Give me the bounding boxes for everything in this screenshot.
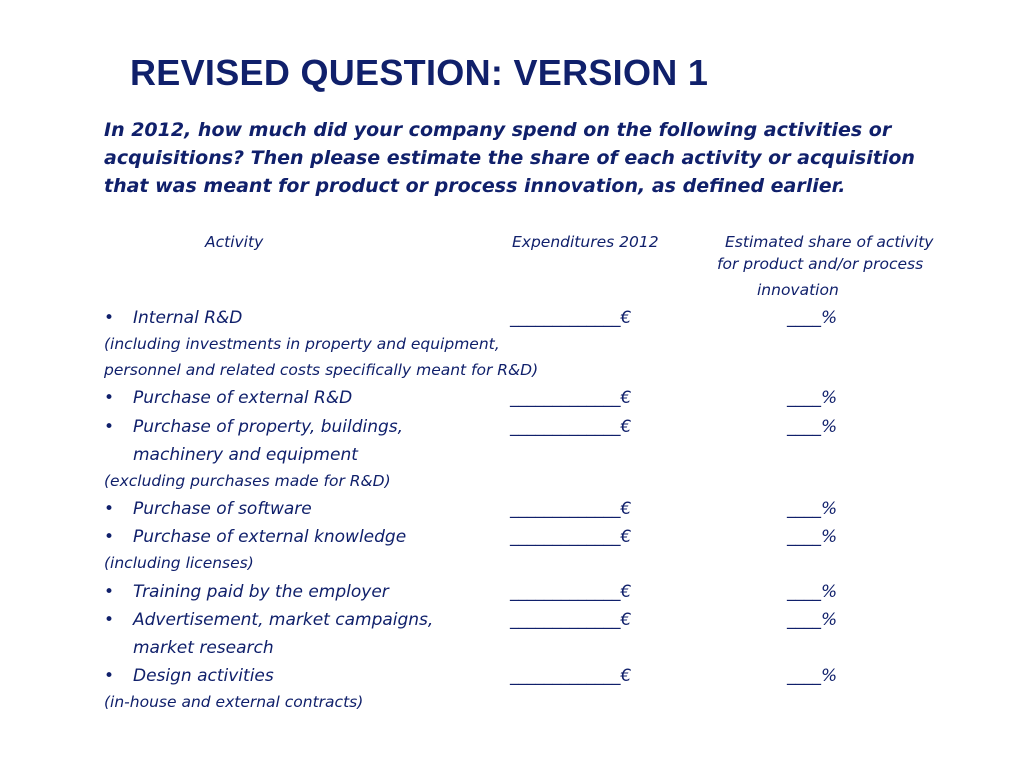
bullet: • — [104, 582, 115, 602]
note-knowledge: (including licenses) — [104, 554, 254, 572]
note-property: (excluding purchases made for R&D) — [104, 472, 391, 490]
bullet: • — [104, 308, 115, 328]
question-intro: In 2012, how much did your company spend on the following activities or acquisitions? Then please estimate the share of each activity or acquisition that was meant for product or process innovation, as defined earlier. — [104, 119, 915, 197]
expenditure-blank-property: _____________€ — [510, 417, 632, 437]
expenditure-blank-design: _____________€ — [510, 666, 632, 686]
bullet: • — [104, 527, 115, 547]
share-blank-knowledge: ____% — [787, 527, 838, 547]
item-design: Design activities — [133, 666, 274, 686]
expenditure-blank-internal-rd: _____________€ — [510, 308, 632, 328]
item-property: Purchase of property, buildings, — [133, 417, 404, 437]
header-share-line1: Estimated share of activity — [725, 233, 934, 251]
share-blank-external-rd: ____% — [787, 388, 838, 408]
share-blank-internal-rd: ____% — [787, 308, 838, 328]
header-expenditures: Expenditures 2012 — [512, 233, 659, 251]
item-property-cont: machinery and equipment — [133, 445, 358, 465]
bullet: • — [104, 499, 115, 519]
expenditure-blank-training: _____________€ — [510, 582, 632, 602]
item-advertisement-cont: market research — [133, 638, 274, 658]
bullet: • — [104, 666, 115, 686]
share-blank-software: ____% — [787, 499, 838, 519]
item-internal-rd: Internal R&D — [133, 308, 243, 328]
expenditure-blank-software: _____________€ — [510, 499, 632, 519]
slide-title: REVISED QUESTION: VERSION 1 — [130, 52, 709, 93]
item-external-rd: Purchase of external R&D — [133, 388, 353, 408]
note-design: (in-house and external contracts) — [104, 693, 364, 711]
share-blank-advertisement: ____% — [787, 610, 838, 630]
bullet: • — [104, 417, 115, 437]
note-internal-rd-1: (including investments in property and equipment, — [104, 335, 500, 353]
bullet: • — [104, 610, 115, 630]
share-blank-training: ____% — [787, 582, 838, 602]
expenditure-blank-advertisement: _____________€ — [510, 610, 632, 630]
item-training: Training paid by the employer — [133, 582, 389, 602]
item-software: Purchase of software — [133, 499, 312, 519]
header-share-line3: innovation — [757, 281, 839, 299]
header-activity: Activity — [205, 233, 264, 251]
note-internal-rd-2: personnel and related costs specifically meant for R&D) — [104, 361, 539, 379]
share-blank-design: ____% — [787, 666, 838, 686]
bullet: • — [104, 388, 115, 408]
header-share-line2: for product and/or process — [717, 255, 924, 273]
expenditure-blank-knowledge: _____________€ — [510, 527, 632, 547]
item-knowledge: Purchase of external knowledge — [133, 527, 407, 547]
share-blank-property: ____% — [787, 417, 838, 437]
expenditure-blank-external-rd: _____________€ — [510, 388, 632, 408]
item-advertisement: Advertisement, market campaigns, — [133, 610, 434, 630]
